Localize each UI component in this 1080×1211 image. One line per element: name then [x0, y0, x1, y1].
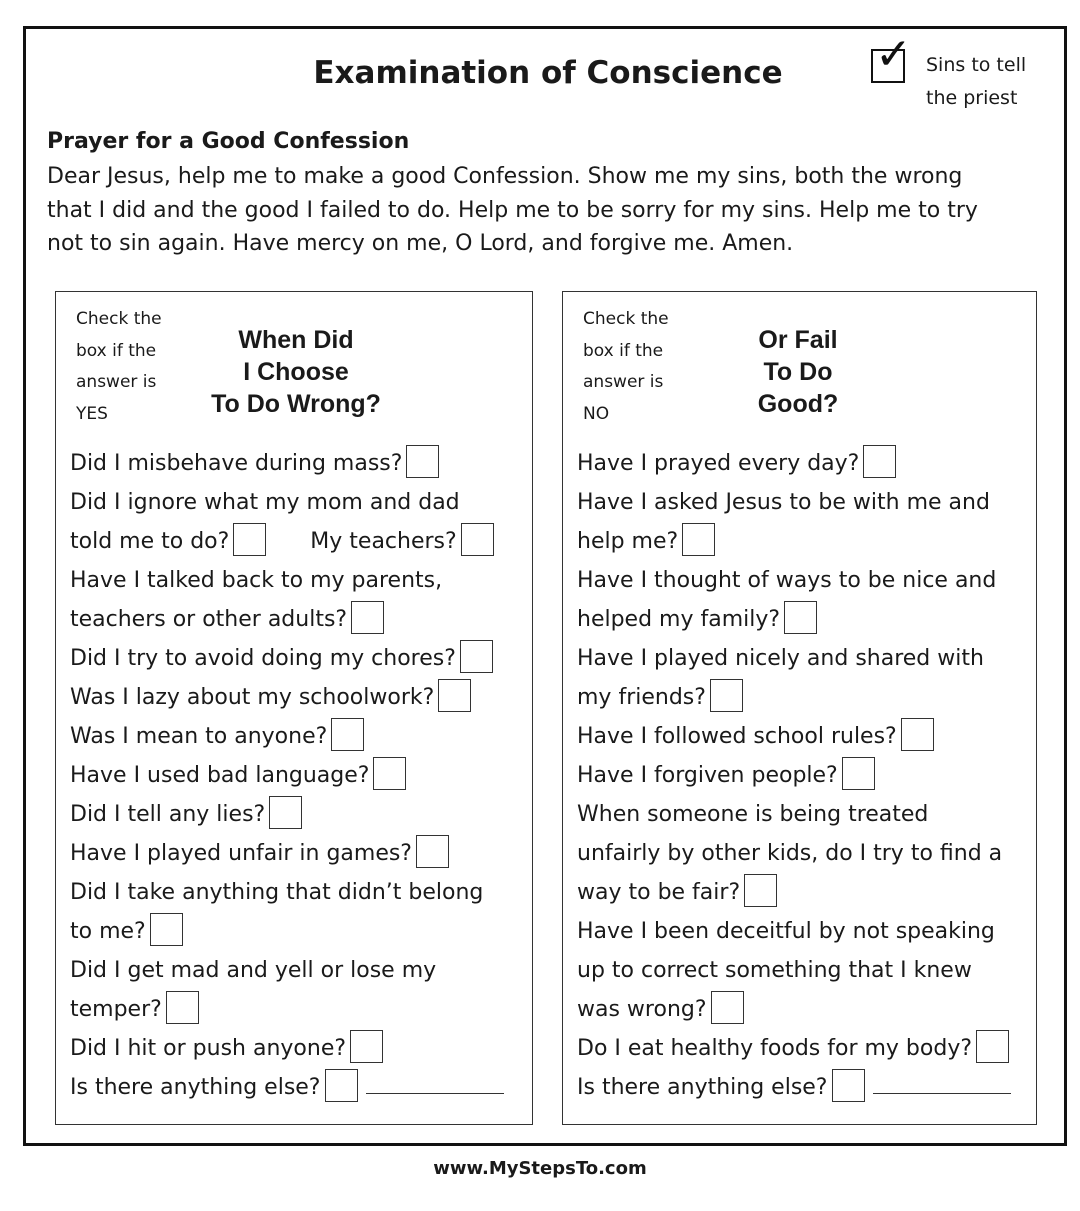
- page-title: Examination of Conscience: [313, 55, 783, 91]
- legend-line: Sins to tell: [926, 54, 1027, 76]
- instruction-line: YES: [76, 403, 108, 424]
- instruction-line: box if the: [583, 340, 664, 361]
- question-text: unfairly by other kids, do I try to find a: [577, 841, 1003, 866]
- question-text: Did I tell any lies?: [70, 802, 266, 827]
- answer-checkbox[interactable]: [150, 913, 183, 946]
- answer-checkbox[interactable]: [233, 523, 266, 556]
- answer-checkbox[interactable]: [784, 601, 817, 634]
- question-text: Do I eat healthy foods for my body?: [577, 1036, 973, 1061]
- question-text: Have I played unfair in games?: [70, 841, 412, 866]
- question-text: Have I asked Jesus to be with me and: [577, 490, 990, 515]
- question-line: [70, 483, 530, 522]
- column-title: [703, 324, 893, 420]
- answer-checkbox[interactable]: [976, 1030, 1009, 1063]
- question-text: Is there anything else?: [70, 1075, 321, 1100]
- prayer-line: that I did and the good I failed to do. Help me to be sorry for my sins. Help me to try: [47, 197, 978, 223]
- write-in-line[interactable]: [366, 1087, 504, 1094]
- column-title-line: I Choose: [243, 358, 349, 386]
- question-text: my friends?: [577, 685, 706, 710]
- legend-text: [926, 49, 1051, 115]
- question-line: [577, 639, 1037, 678]
- question-text: Did I try to avoid doing my chores?: [70, 646, 456, 671]
- question-line: [577, 678, 1037, 717]
- question-text: told me to do?: [70, 529, 230, 554]
- question-text: Have I prayed every day?: [577, 451, 860, 476]
- prayer-section: [47, 129, 1037, 261]
- question-text: teachers or other adults?: [70, 607, 348, 632]
- answer-checkbox[interactable]: [711, 991, 744, 1024]
- write-in-line[interactable]: [873, 1087, 1011, 1094]
- answer-checkbox[interactable]: [166, 991, 199, 1024]
- question-text: temper?: [70, 997, 162, 1022]
- instruction-line: box if the: [76, 340, 157, 361]
- question-text: Have I forgiven people?: [577, 763, 838, 788]
- answer-checkbox[interactable]: [682, 523, 715, 556]
- question-text: Was I lazy about my schoolwork?: [70, 685, 435, 710]
- instruction-line: Check the: [76, 309, 162, 329]
- answer-checkbox[interactable]: [832, 1069, 865, 1102]
- column-title-line: To Do Wrong?: [211, 390, 381, 418]
- answer-checkbox[interactable]: [406, 445, 439, 478]
- prayer-title: Prayer for a Good Confession: [47, 129, 410, 154]
- question-line: [70, 600, 530, 639]
- column-title: [186, 324, 406, 420]
- question-line: [70, 561, 530, 600]
- question-text: Have I thought of ways to be nice and: [577, 568, 997, 593]
- question-text: Did I get mad and yell or lose my: [70, 958, 437, 983]
- column-instruction: [76, 304, 186, 430]
- instruction-line: Check the: [583, 309, 669, 329]
- question-line: [577, 444, 1037, 483]
- question-line: [577, 990, 1037, 1029]
- question-text: Have I been deceitful by not speaking: [577, 919, 995, 944]
- question-line: [70, 951, 530, 990]
- answer-checkbox[interactable]: [744, 874, 777, 907]
- question-text: helped my family?: [577, 607, 781, 632]
- question-text: Did I take anything that didn’t belong: [70, 880, 484, 905]
- question-text: Have I talked back to my parents,: [70, 568, 443, 593]
- question-line: [577, 873, 1037, 912]
- question-line: [577, 834, 1037, 873]
- question-text: When someone is being treated: [577, 802, 929, 827]
- column-title-line: To Do: [763, 358, 833, 386]
- answer-checkbox[interactable]: [373, 757, 406, 790]
- question-line: [70, 1068, 530, 1107]
- question-text: Have I used bad language?: [70, 763, 370, 788]
- question-line: [70, 990, 530, 1029]
- answer-checkbox[interactable]: [863, 445, 896, 478]
- answer-checkbox[interactable]: [461, 523, 494, 556]
- question-line: [577, 600, 1037, 639]
- prayer-line: not to sin again. Have mercy on me, O Lord, and forgive me. Amen.: [47, 231, 794, 256]
- question-text: Did I misbehave during mass?: [70, 451, 403, 476]
- question-line: [70, 1029, 530, 1068]
- question-line: [70, 639, 530, 678]
- column-title-line: When Did: [238, 326, 354, 354]
- question-line: [577, 912, 1037, 951]
- question-text: My teachers?: [310, 529, 457, 554]
- answer-checkbox[interactable]: [331, 718, 364, 751]
- question-line: [577, 522, 1037, 561]
- question-line: [577, 1029, 1037, 1068]
- question-line: [70, 912, 530, 951]
- question-line: [577, 756, 1037, 795]
- answer-checkbox[interactable]: [901, 718, 934, 751]
- answer-checkbox[interactable]: [269, 796, 302, 829]
- question-line: [70, 444, 530, 483]
- worksheet-frame: [23, 26, 1067, 1146]
- wrong-doing-column: [55, 291, 533, 1125]
- question-line: [70, 795, 530, 834]
- question-text: to me?: [70, 919, 146, 944]
- question-text: up to correct something that I knew: [577, 958, 972, 983]
- question-line: [577, 795, 1037, 834]
- column-title-line: Or Fail: [758, 326, 838, 354]
- footer-url[interactable]: www.MyStepsTo.com: [433, 1158, 647, 1179]
- question-line: [577, 717, 1037, 756]
- answer-checkbox[interactable]: [351, 601, 384, 634]
- column-instruction: [583, 304, 693, 430]
- question-line: [577, 561, 1037, 600]
- question-text: Did I ignore what my mom and dad: [70, 490, 460, 515]
- answer-checkbox[interactable]: [438, 679, 471, 712]
- question-text: Did I hit or push anyone?: [70, 1036, 347, 1061]
- instruction-line: NO: [583, 403, 610, 424]
- answer-checkbox[interactable]: [416, 835, 449, 868]
- column-title-line: Good?: [757, 390, 839, 418]
- instruction-line: answer is: [76, 372, 157, 392]
- question-list: [577, 444, 1037, 1107]
- question-list: [70, 444, 530, 1107]
- answer-checkbox[interactable]: [710, 679, 743, 712]
- question-text: help me?: [577, 529, 679, 554]
- question-text: was wrong?: [577, 997, 707, 1022]
- question-line: [577, 483, 1037, 522]
- question-text: Have I followed school rules?: [577, 724, 897, 749]
- question-line: [70, 717, 530, 756]
- question-line: [577, 1068, 1037, 1107]
- instruction-line: answer is: [583, 372, 664, 392]
- answer-checkbox[interactable]: [842, 757, 875, 790]
- answer-checkbox[interactable]: [350, 1030, 383, 1063]
- question-text: Have I played nicely and shared with: [577, 646, 984, 671]
- prayer-text: [47, 160, 1037, 261]
- answer-checkbox[interactable]: [325, 1069, 358, 1102]
- question-line: [70, 873, 530, 912]
- good-column: [562, 291, 1037, 1125]
- question-line: [70, 678, 530, 717]
- prayer-line: Dear Jesus, help me to make a good Confession. Show me my sins, both the wrong: [47, 164, 963, 189]
- question-line: [70, 756, 530, 795]
- check-mark-icon: ✓: [875, 29, 912, 80]
- question-text: Is there anything else?: [577, 1075, 828, 1100]
- question-line: [577, 951, 1037, 990]
- legend-line: the priest: [926, 87, 1018, 109]
- question-line: [70, 834, 530, 873]
- question-text: Was I mean to anyone?: [70, 724, 328, 749]
- question-text: way to be fair?: [577, 880, 741, 905]
- question-line: [70, 522, 530, 561]
- answer-checkbox[interactable]: [460, 640, 493, 673]
